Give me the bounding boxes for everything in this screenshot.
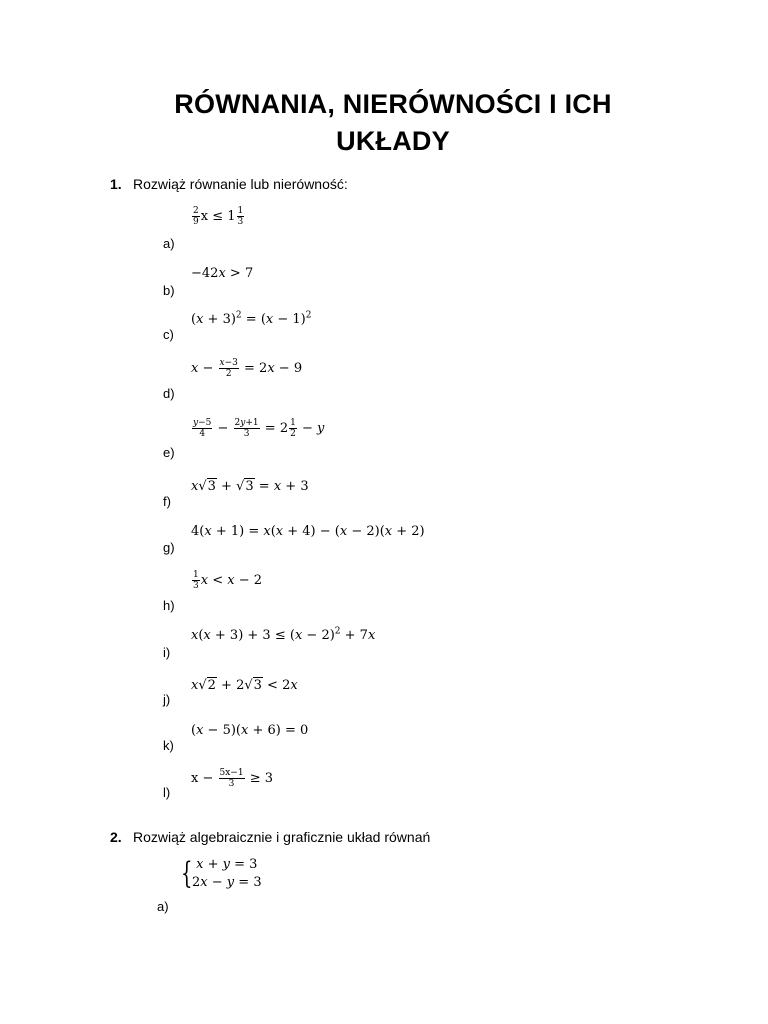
expression-l: x − $\frac{5x-1}{3}$ ≥ 3 bbox=[191, 768, 274, 789]
system-equation-2: 2x − y = 3 bbox=[192, 875, 262, 890]
item-label-a: a) bbox=[163, 236, 175, 251]
item-label-e: e) bbox=[163, 445, 175, 460]
system-equation-1: x + y = 3 bbox=[196, 857, 258, 872]
expression-i: $x(x + 3) + 3 \le (x - 2)^2 + 7x$ bbox=[191, 626, 376, 643]
expression-h: $\frac{1}{3}$ x < x − 2 bbox=[193, 570, 263, 591]
item-label-h: h) bbox=[163, 598, 175, 613]
equation-system-a bbox=[181, 856, 262, 892]
item-label-g: g) bbox=[163, 540, 175, 555]
expression-g: 4(x + 1) = x(x + 4) − (x − 2)(x + 2) bbox=[191, 524, 425, 539]
item-label-i: i) bbox=[163, 645, 171, 660]
expression-b: −42x > 7 bbox=[191, 266, 254, 281]
item-label-k: k) bbox=[163, 738, 174, 753]
item-label-l: l) bbox=[163, 785, 171, 800]
item-label-d: d) bbox=[163, 386, 175, 401]
task-2-heading bbox=[110, 828, 430, 846]
item-label-f: f) bbox=[163, 494, 171, 509]
item-label-2a: a) bbox=[157, 899, 169, 914]
item-label-j: j) bbox=[163, 692, 171, 707]
task-number: 1. bbox=[110, 176, 122, 192]
expression-e: $\frac{y-5}{4}$ − $\frac{2y+1}{3}$ = 2 $\frac{1}{2}$ − y bbox=[193, 418, 325, 439]
item-label-c: c) bbox=[163, 327, 174, 342]
page-title bbox=[0, 86, 768, 160]
item-label-b: b) bbox=[163, 283, 175, 298]
expression-k: (x − 5)(x + 6) = 0 bbox=[191, 723, 309, 738]
expression-a: $\frac{2}{9}$ x ≤ 1 $\frac{1}{3}$ bbox=[193, 206, 244, 227]
task-instruction: Rozwiąż algebraicznie i graficznie układ równań bbox=[133, 829, 431, 845]
expression-c: $(x + 3)^2 = (x - 1)^2$ bbox=[191, 310, 312, 327]
expression-f: x√3 + √3 = x + 3 bbox=[191, 479, 309, 494]
title-line-2: UKŁADY bbox=[336, 126, 450, 156]
task-1-heading bbox=[110, 175, 348, 193]
title-line-1: RÓWNANIA, NIERÓWNOŚCI I ICH bbox=[174, 89, 612, 119]
expression-d: x − $\frac{x-3}{2}$ = 2x − 9 bbox=[191, 358, 303, 379]
expression-j: x√2 + 2√3 < 2x bbox=[191, 678, 298, 693]
brace-icon: { bbox=[181, 856, 193, 891]
task-number: 2. bbox=[110, 829, 122, 845]
task-instruction: Rozwiąż równanie lub nierówność: bbox=[133, 176, 348, 192]
